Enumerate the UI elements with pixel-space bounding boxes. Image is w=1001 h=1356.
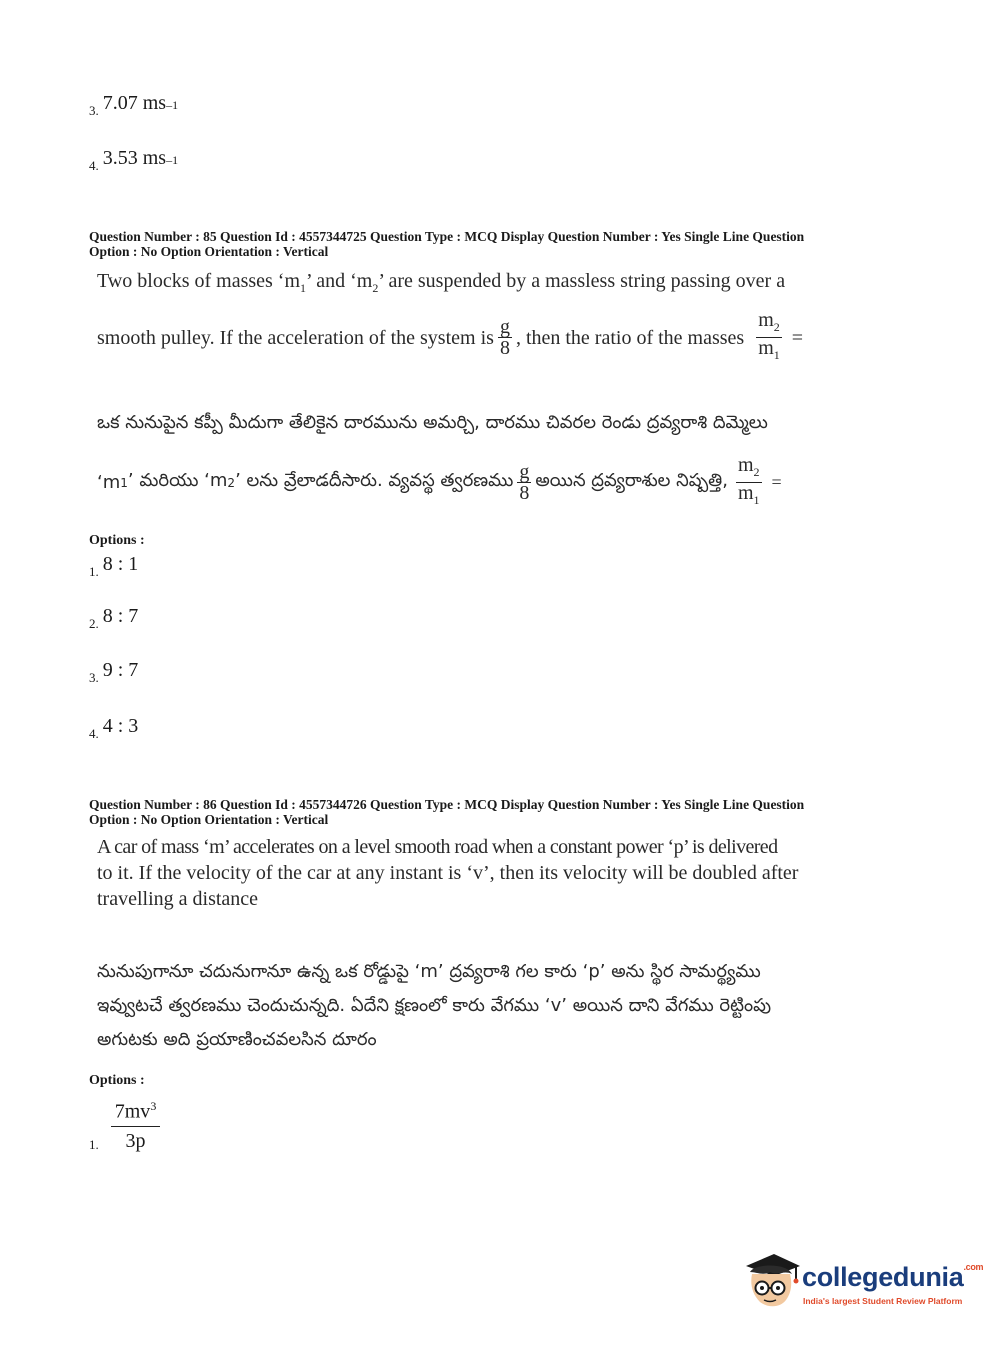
q85-option-1[interactable]: 1. 8 : 1 (89, 553, 139, 579)
q85-telugu-line1: ఒక నునుపైన కప్పీ మీదుగా తేలికైన దారమును అమర్చి, దారము చివరల రెండు ద్రవ్యరాశి దిమ్మెలు (97, 412, 768, 433)
q86-english-line3: travelling a distance (97, 888, 259, 910)
q86-telugu-line1: నునుపుగానూ చదునుగానూ ఉన్న ఒక రోడ్డుపై ‘m’ ద్రవ్యరాశి గల కారు ‘p’ అను స్థిర సామర్థ్యము (97, 961, 761, 982)
q86-telugu-text (97, 955, 771, 1057)
q85-meta-line1: Question Number : 85 Question Id : 4557344725 Question Type : MCQ Display Question Number : Yes Single Line Question (89, 229, 805, 244)
fraction-m2-over-m1: $\frac{m_2}{m_1}$ (758, 309, 780, 362)
mascot-icon (740, 1250, 802, 1312)
logo-tagline: India's largest Student Review Platform (803, 1296, 963, 1306)
q86-meta (89, 797, 919, 827)
option-number: 4. (89, 158, 99, 173)
q86-english-line1: A car of mass ‘m’ accelerates on a level smooth road when a constant power ‘p’ is delivered (97, 836, 778, 858)
option-exponent: –1 (166, 98, 179, 112)
q86-english-line2: to it. If the velocity of the car at any instant is ‘v’, then its velocity will be doubled after (97, 862, 799, 884)
q85-option-4[interactable]: 4. 4 : 3 (89, 715, 139, 741)
q86-telugu-line2: ఇవ్వుటచే త్వరణము చెందుచున్నది. ఏదేని క్షణంలో కారు వేగము ‘v’ అయిన దాని వేగము రెట్టింపు (97, 995, 772, 1016)
logo-name: collegedunia (802, 1262, 964, 1292)
prev-option-3[interactable] (89, 92, 179, 118)
fraction-7mv3-over-3p: $\frac{7mv^3}{3p}$ (111, 1092, 161, 1155)
q86-meta-line2: Option : No Option Orientation : Vertical (89, 812, 329, 827)
q86-telugu-line3: అగుటకు అది ప్రయాణించవలసిన దూరం (97, 1029, 377, 1050)
option-number: 1. (89, 1136, 99, 1152)
q85-option-2[interactable]: 2. 8 : 7 (89, 605, 139, 631)
q85-options-label: Options : (89, 533, 145, 548)
q85-english-line1: Two blocks of masses ‘$m_1$’ and ‘$m_2$’ are suspended by a massless string passing over a (97, 270, 786, 295)
q85-meta (89, 229, 919, 259)
q85-option-3[interactable]: 3. 9 : 7 (89, 659, 139, 685)
q86-english-text (97, 834, 877, 912)
option-value: 3.53 ms (102, 147, 167, 169)
q86-option-1[interactable] (89, 1092, 164, 1155)
collegedunia-logo[interactable] (740, 1250, 984, 1320)
prev-option-4[interactable] (89, 147, 179, 173)
option-number: 3. (89, 103, 99, 118)
option-exponent: –1 (166, 153, 179, 167)
fraction-g-over-8: $\frac{g}{8}$ (499, 316, 510, 359)
q86-options-label: Options : (89, 1073, 145, 1088)
q85-telugu-line2: ‘m 1 ’ మరియు ‘m 2 ’ లను వ్రేలాడదీసారు. వ్యవస్థ త్వరణము $\frac{g}{8}$ అయిన ద్రవ్యరాశుల నిష్పత్తి, $\frac{m_2}{m_1}$ = (97, 455, 782, 510)
q85-english-line2: smooth pulley. If the acceleration of the system is $\frac{g}{8}$ , then the ratio of the masses $\frac{m_2}{m_1}$ = (97, 310, 803, 365)
option-value: 7.07 ms (102, 92, 167, 114)
logo-suffix: .com (963, 1262, 984, 1272)
q86-meta-line1: Question Number : 86 Question Id : 4557344726 Question Type : MCQ Display Question Number : Yes Single Line Question (89, 797, 805, 812)
q85-meta-line2: Option : No Option Orientation : Vertical (89, 244, 329, 259)
fraction-g-over-8: $\frac{g}{8}$ (519, 461, 530, 504)
fraction-m2-over-m1: $\frac{m_2}{m_1}$ (737, 454, 760, 507)
